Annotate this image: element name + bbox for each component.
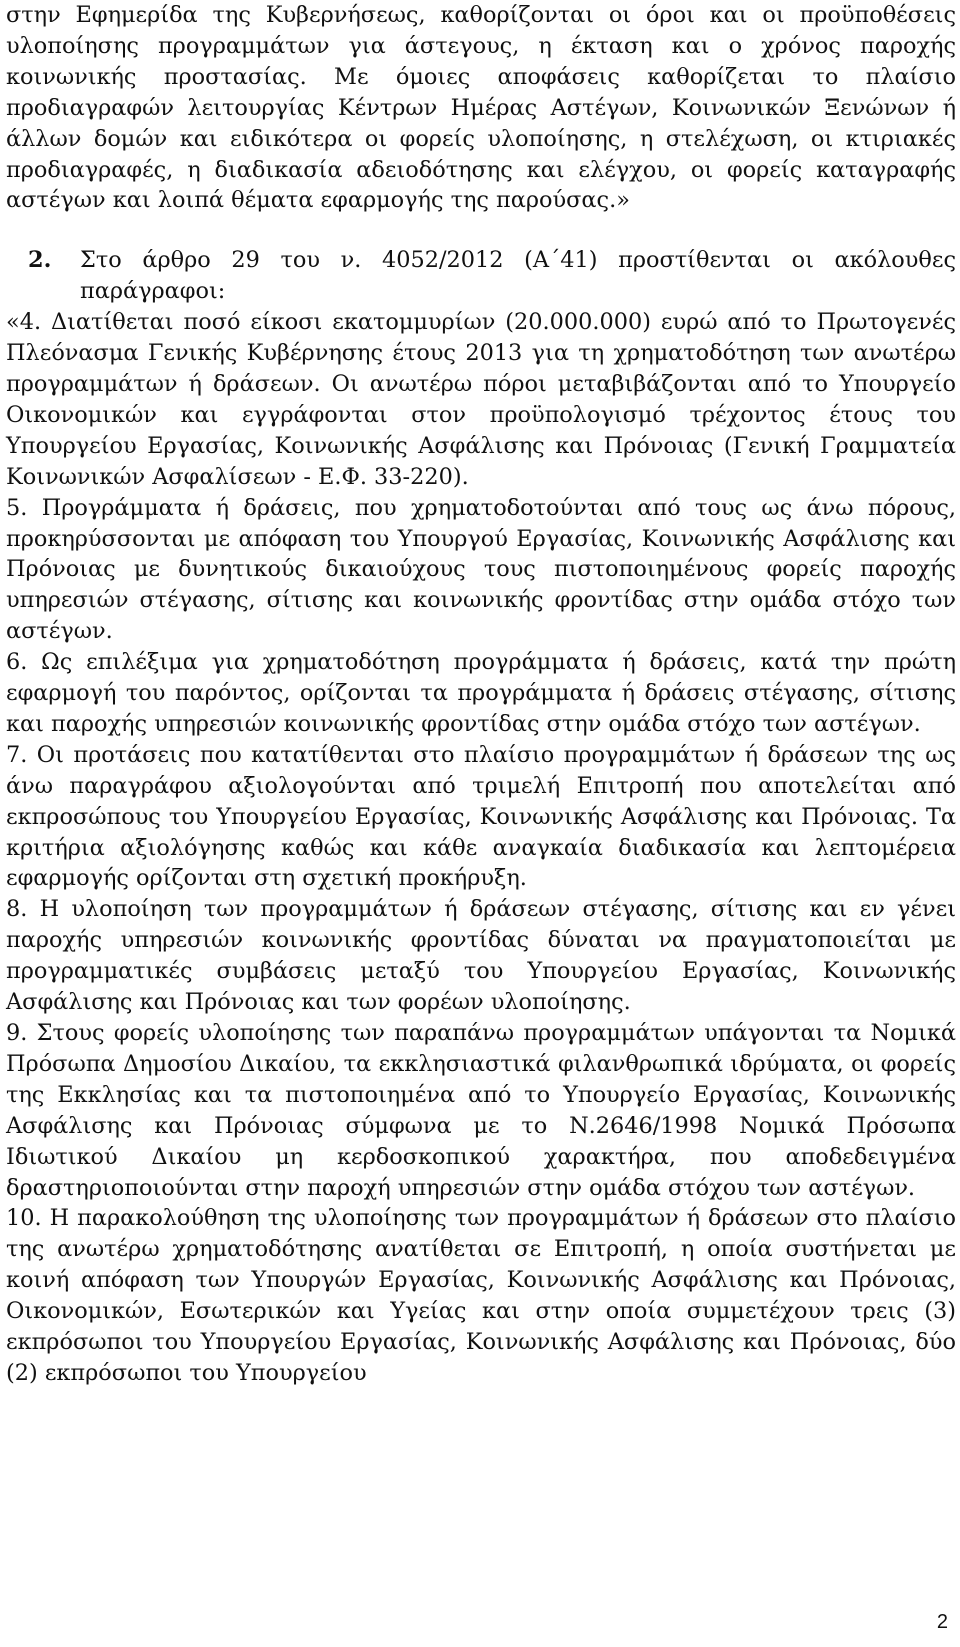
item-2-text: Στο άρθρο 29 του ν. 4052/2012 (Α΄41) προστίθενται οι ακόλουθες παράγραφοι: — [80, 247, 956, 305]
added-paragraphs — [6, 307, 956, 1389]
paragraph-5: 5. Προγράμματα ή δράσεις, που χρηματοδοτούνται από τους ως άνω πόρους, προκηρύσσονται με απόφαση του Υπουργού Εργασίας, Κοινωνικής Ασφάλισης και Πρόνοιας με δυνητικούς δικαιούχους τους πιστοποιημένους φορείς παροχής υπηρεσιών στέγασης, σίτισης και κοινωνικής φροντίδας στην ομάδα στόχο των αστέγων. — [6, 494, 956, 645]
paragraph-10: 10. Η παρακολούθηση της υλοποίησης των προγραμμάτων ή δράσεων στο πλαίσιο της ανωτέρω χρηματοδότησης ανατίθεται σε Επιτροπή, η οποία συστήνεται με κοινή απόφαση των Υπουργών Εργασίας, Κοινωνικής Ασφάλισης και Πρόνοιας, Οικονομικών, Εσωτερικών και Υγείας και στην οποία συμμετέχουν τρεις (3) εκπρόσωποι του Υπουργείου Εργασίας, Κοινωνικής Ασφάλισης και Πρόνοιας, δύο (2) εκπρόσωποι του Υπουργείου — [6, 1205, 956, 1386]
document-body — [6, 0, 956, 1389]
intro-paragraph: στην Εφημερίδα της Κυβερνήσεως, καθορίζονται οι όροι και οι προϋποθέσεις υλοποίησης προγραμμάτων για άστεγους, η έκταση και ο χρόνος παροχής κοινωνικής προστασίας. Με όμοιες αποφάσεις καθορίζεται το πλαίσιο προδιαγραφών λειτουργίας Κέντρων Ημέρας Αστέγων, Κοινωνικών Ξενώνων ή άλλων δομών και ειδικότερα οι φορείς υλοποίησης, η στελέχωση, οι κτιριακές προδιαγραφές, η διαδικασία αδειοδότησης και ελέγχου, οι φορείς καταγραφής αστέγων και λοιπά θέματα εφαρμογής της παρούσας.» — [6, 2, 956, 214]
item-2 — [6, 245, 956, 307]
document-page — [6, 0, 956, 1633]
page-number: 2 — [936, 1611, 948, 1633]
item-2-number: 2. — [28, 247, 52, 274]
paragraph-gap — [6, 216, 956, 245]
paragraph-8: 8. Η υλοποίηση των προγραμμάτων ή δράσεων στέγασης, σίτισης και εν γένει παροχής υπηρεσιών κοινωνικής φροντίδας δύναται να πραγματοποιείται με προγραμματικές συμβάσεις μεταξύ του Υπουργείου Εργασίας, Κοινωνικής Ασφάλισης και Πρόνοιας και των φορέων υλοποίησης. — [6, 896, 956, 1016]
paragraph-6: 6. Ως επιλέξιμα για χρηματοδότηση προγράμματα ή δράσεις, κατά την πρώτη εφαρμογή του παρόντος, ορίζονται τα προγράμματα ή δράσεις στέγασης, σίτισης και παροχής υπηρεσιών κοινωνικής φροντίδας στην ομάδα στόχο των αστέγων. — [6, 649, 956, 737]
paragraph-7: 7. Οι προτάσεις που κατατίθενται στο πλαίσιο προγραμμάτων ή δράσεων της ως άνω παραγράφου αξιολογούνται από τριμελή Επιτροπή που αποτελείται από εκπροσώπους του Υπουργείου Εργασίας, Κοινωνικής Ασφάλισης και Πρόνοιας. Τα κριτήρια αξιολόγησης καθώς και κάθε αναγκαία διαδικασία και λεπτομέρεια εφαρμογής ορίζονται στη σχετική προκήρυξη. — [6, 741, 956, 892]
paragraph-9: 9. Στους φορείς υλοποίησης των παραπάνω προγραμμάτων υπάγονται τα Νομικά Πρόσωπα Δημοσίου Δικαίου, τα εκκλησιαστικά φιλανθρωπικά ιδρύματα, οι φορείς της Εκκλησίας και τα πιστοποιημένα από το Υπουργείο Εργασίας, Κοινωνικής Ασφάλισης και Πρόνοιας σύμφωνα με το Ν.2646/1998 Νομικά Πρόσωπα Ιδιωτικού Δικαίου μη κερδοσκοπικού χαρακτήρα, που αποδεδειγμένα δραστηριοποιούνται στην παροχή υπηρεσιών στην ομάδα στόχου των αστέγων. — [6, 1020, 956, 1201]
paragraph-4: «4. Διατίθεται ποσό είκοσι εκατομμυρίων (20.000.000) ευρώ από το Πρωτογενές Πλεόνασμα Γενικής Κυβέρνησης έτους 2013 για τη χρηματοδότηση των ανωτέρω προγραμμάτων ή δράσεων. Οι ανωτέρω πόροι μεταβιβάζονται από το Υπουργείο Οικονομικών και εγγράφονται στον προϋπολογισμό τρέχοντος έτους του Υπουργείου Εργασίας, Κοινωνικής Ασφάλισης και Πρόνοιας (Γενική Γραμματεία Κοινωνικών Ασφαλίσεων - Ε.Φ. 33-220). — [6, 309, 956, 490]
